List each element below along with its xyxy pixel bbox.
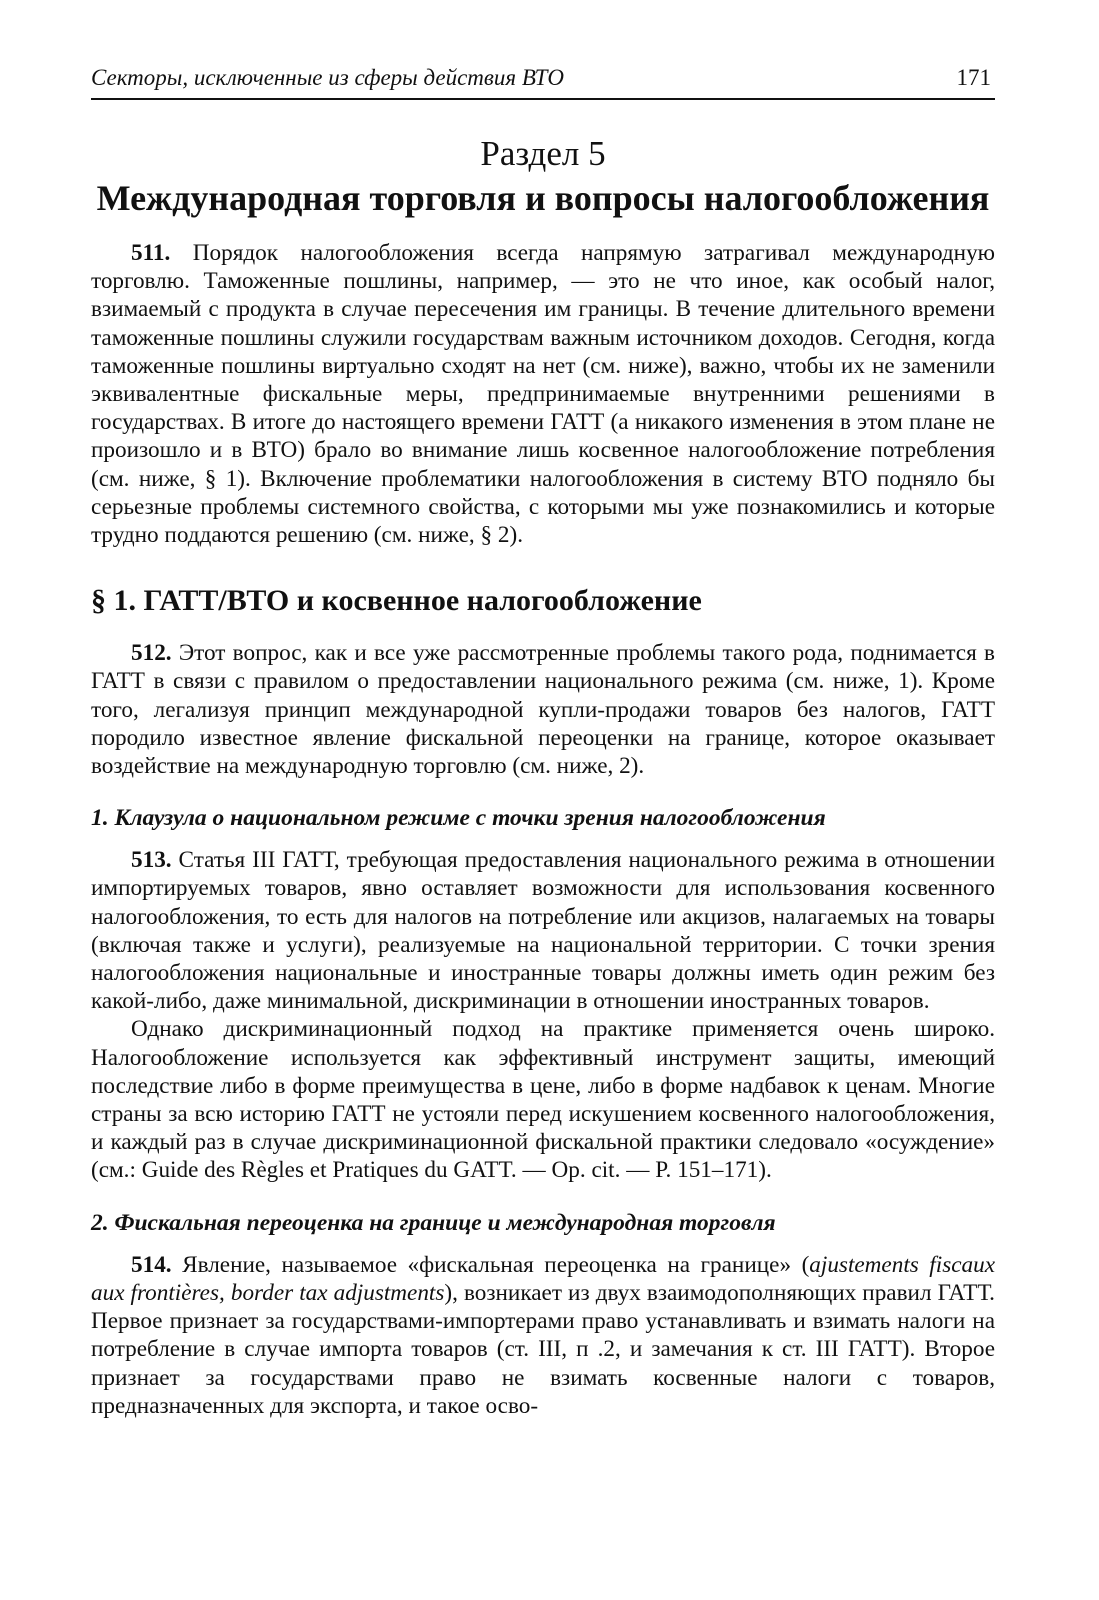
paragraph-number: 512.: [131, 640, 172, 667]
page-content: [91, 134, 995, 1420]
paragraph-text: Статья III ГАТТ, требующая предоставления национального режима в отношении импортируемых товаров, явно оставляет возможности для использования косвенного налогообложения, то есть для налогов на потребление или акцизов, налагаемых на товары (включая также и услуги), реализуемые на национальной территории. С точки зрения налогообложения национальные и иностранные товары должны иметь один режим без какой-либо, даже минимальной, дискриминации в отношении иностранных товаров.: [91, 847, 995, 1015]
running-header: [91, 64, 995, 100]
subheading-border-tax: 2. Фискальная переоценка на границе и международная торговля: [91, 1209, 776, 1236]
paragraph-text: Явление, называемое «фискальная переоценка на границе» (: [171, 1251, 810, 1278]
paragraph-number: 513.: [131, 847, 172, 874]
paragraph-511: [91, 239, 995, 549]
paragraph-text-continued: ), возникает из двух взаимодополняющих правил ГАТТ. Первое признает за государствами-импортерами право устанавливать и взимать налоги на потребление в случае импорта товаров (ст. III, п .2, и замечания к ст. III ГАТТ). Второе признает за государствами право не взимать косвенные налоги с товаров, предназначенных для экспорта, и такое осво-: [91, 1279, 995, 1419]
section-title: Международная торговля и вопросы налогообложения: [96, 178, 990, 218]
paragraph-512: [91, 639, 995, 780]
paragraph-text: Порядок налогообложения всегда напрямую затрагивал международную торговлю. Таможенные пошлины, например, — это не что иное, как особый налог, взимаемый с продукта в случае пересечения им границы. В течение длительного времени таможенные пошлины служили государствам важным источником доходов. Сегодня, когда таможенные пошлины виртуально сходят на нет (см. ниже), важно, чтобы их не заменили эквивалентные фискальные меры, предпринимаемые внутренними решениями в государствах. В итоге до настоящего времени ГАТТ (а никакого изменения в этом плане не произошло и в ВТО) брало во внимание лишь косвенное налогообложение потребления (см. ниже, § 1). Включение проблематики налогообложения в систему ВТО подняло бы серьезные проблемы системного свойства, с которыми мы уже познакомились и которые трудно поддаются решению (см. ниже, § 2).: [91, 240, 995, 549]
paragraph-514: [91, 1251, 995, 1420]
paragraph-number: 511.: [131, 240, 171, 266]
paragraph-text: Этот вопрос, как и все уже рассмотренные проблемы такого рода, поднимается в ГАТТ в связи с правилом о предоставлении национального режима (см. ниже, 1). Кроме того, легализуя принцип международной купли-продажи товаров без налогов, ГАТТ породило известное явление фискальной переоценки на границе, которое оказывает воздействие на международную торговлю (см. ниже, 2).: [91, 640, 995, 780]
subsection-heading: § 1. ГАТТ/ВТО и косвенное налогообложение: [91, 584, 702, 618]
paragraph-number: 514.: [131, 1251, 172, 1278]
subheading-national-treatment: 1. Клаузула о национальном режиме с точки зрения налогообложения: [91, 805, 826, 832]
section-number: Раздел 5: [480, 134, 606, 173]
running-title: Секторы, исключенные из сферы действия ВТО: [91, 65, 564, 90]
page-number: 171: [956, 65, 991, 90]
italic-term: ajustements fiscaux aux frontières, border tax adjustments: [91, 1251, 995, 1306]
paragraph-513-continued: Однако дискриминационный подход на практике применяется очень широко. Налогообложение используется как эффективный инструмент защиты, имеющий последствие либо в форме преимущества в цене, либо в форме надбавок к ценам. Многие страны за всю историю ГАТТ не устояли перед искушением косвенного налогообложения, и каждый раз в случае дискриминационной фискальной практики следовало «осуждение» (см.: Guide des Règles et Pratiques du GATT. — Op. cit. — P. 151–171).: [91, 1016, 995, 1184]
paragraph-513: [91, 846, 995, 1015]
